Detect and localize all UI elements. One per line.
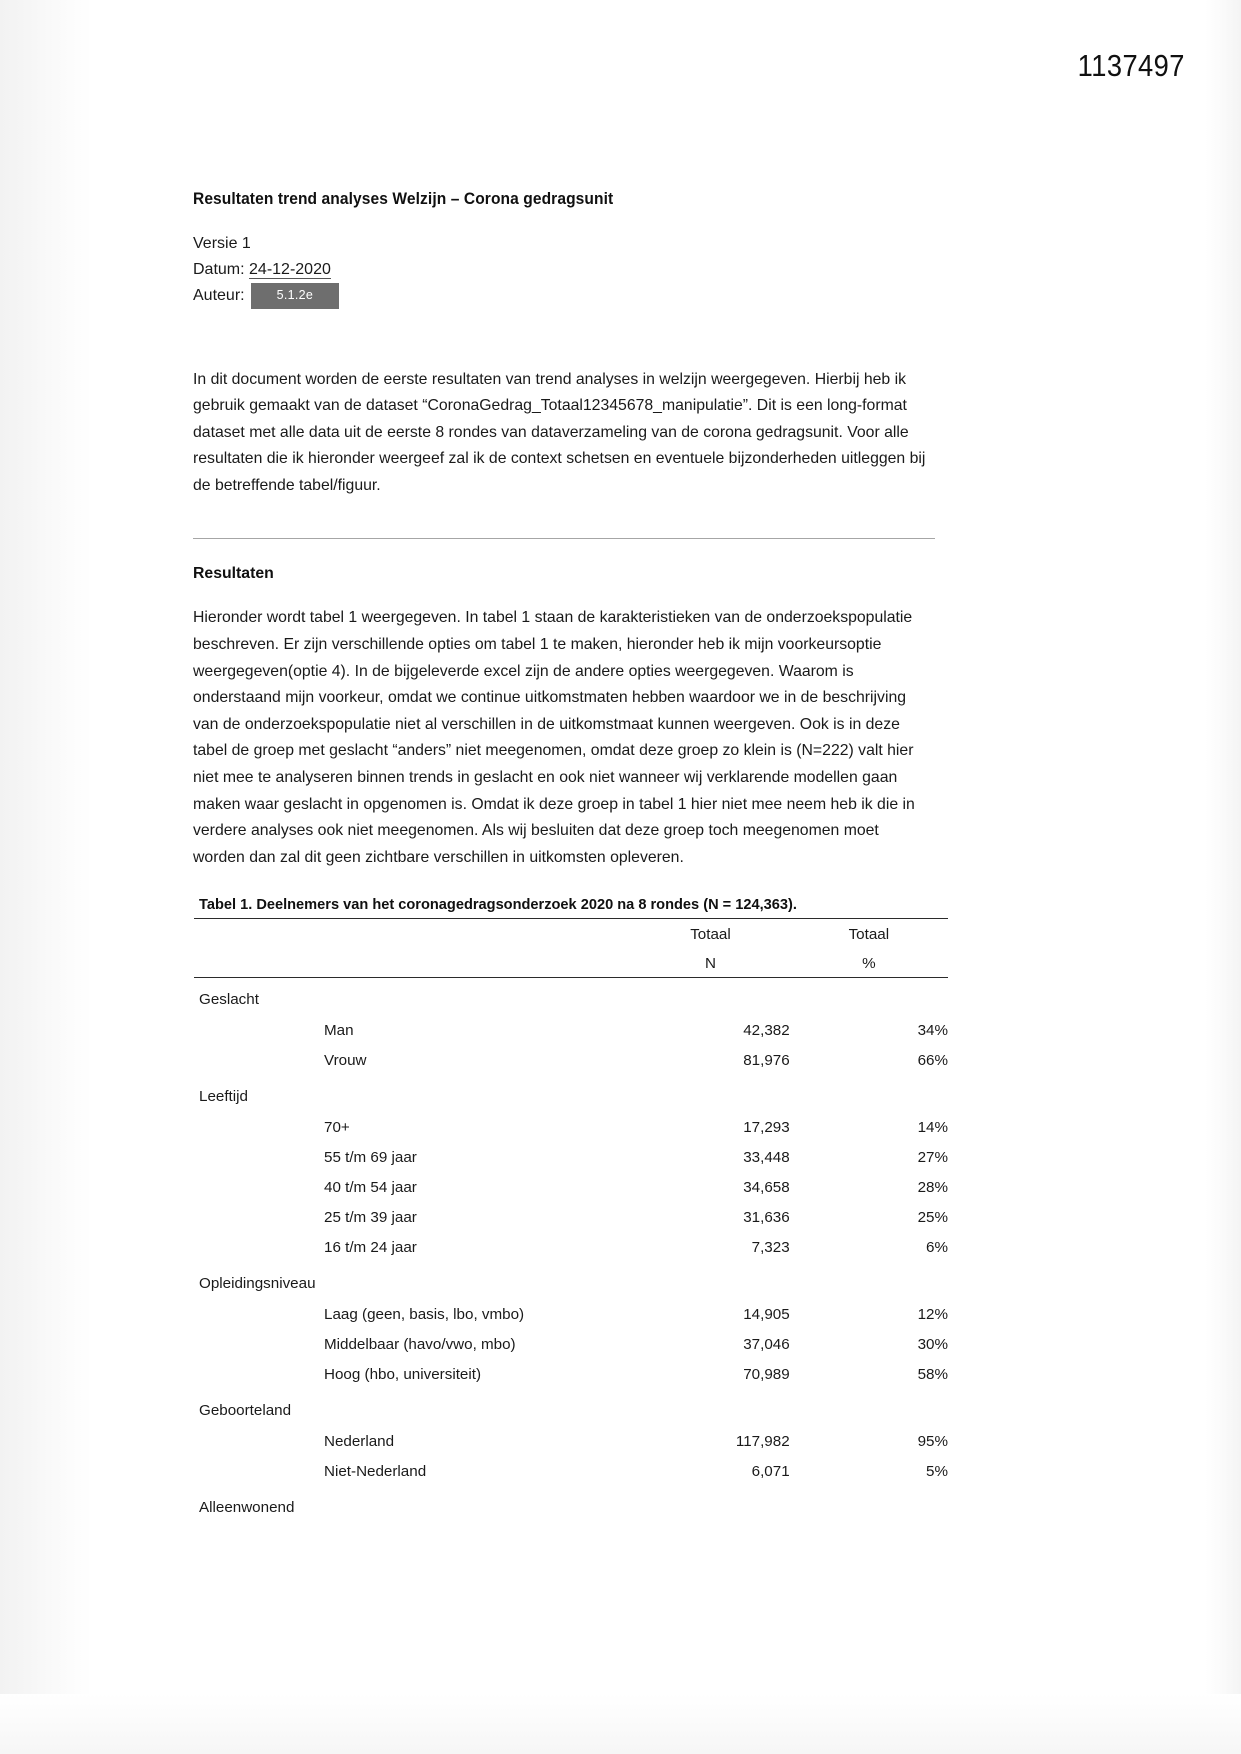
table-row: [194, 1299, 948, 1329]
author-line: [193, 283, 935, 309]
row-count-n: 7,323: [751, 1238, 790, 1256]
scan-edge-right: [1205, 0, 1241, 1754]
table-1-wrapper: [194, 897, 948, 1523]
row-count-n: [631, 978, 789, 1016]
author-label: Auteur:: [193, 287, 245, 304]
group-label: Opleidingsniveau: [199, 1275, 316, 1293]
row-label: Hoog (hbo, universiteit): [324, 1365, 482, 1383]
row-percent: 30%: [917, 1335, 948, 1353]
table-group-row: [194, 1075, 948, 1112]
row-label: Man: [324, 1021, 354, 1039]
table-row: [194, 1172, 948, 1202]
row-count-n: [631, 1075, 789, 1112]
group-label: Geboorteland: [199, 1402, 292, 1420]
row-count-n: 42,382: [743, 1021, 790, 1039]
table-group-row: [194, 1262, 948, 1299]
group-label: Leeftijd: [199, 1088, 248, 1106]
scan-edge-left: [0, 0, 92, 1754]
date-line: [193, 257, 935, 283]
table-group-row: [194, 1486, 948, 1523]
row-label: 16 t/m 24 jaar: [324, 1238, 417, 1256]
row-label: 55 t/m 69 jaar: [324, 1148, 417, 1166]
row-label: Vrouw: [324, 1051, 367, 1069]
table-body: [194, 978, 948, 1524]
row-percent: [790, 1389, 948, 1426]
row-label: 40 t/m 54 jaar: [324, 1178, 417, 1196]
row-label: Niet-Nederland: [324, 1462, 427, 1480]
row-percent: [790, 978, 948, 1016]
table-row: [194, 1426, 948, 1456]
document-number: 1137497: [1077, 48, 1185, 83]
table-1-caption: Tabel 1. Deelnemers van het coronagedragsonderzoek 2020 na 8 rondes (N = 124,363).: [194, 897, 948, 919]
table-row: [194, 1359, 948, 1389]
date-label: Datum:: [193, 260, 245, 278]
table-row: [194, 1112, 948, 1142]
row-label: 25 t/m 39 jaar: [324, 1208, 417, 1226]
row-percent: [790, 1486, 948, 1523]
table-row: [194, 1015, 948, 1045]
table-group-row: [194, 1389, 948, 1426]
group-label: Alleenwonend: [199, 1499, 295, 1517]
row-percent: 5%: [926, 1462, 948, 1480]
version-value: Versie 1: [193, 235, 251, 252]
row-percent: [790, 1075, 948, 1112]
table-row: [194, 1456, 948, 1486]
document-metadata: [193, 231, 935, 309]
row-label: Middelbaar (havo/vwo, mbo): [324, 1335, 516, 1353]
author-redaction-box: 5.1.2e: [251, 283, 340, 309]
header-n-sub: N: [705, 954, 716, 972]
row-percent: 25%: [917, 1208, 948, 1226]
row-percent: 95%: [917, 1432, 948, 1450]
row-percent: 28%: [917, 1178, 948, 1196]
version-line: [193, 231, 935, 257]
table-header-row-sub: [194, 949, 948, 977]
row-count-n: 17,293: [743, 1118, 790, 1136]
row-count-n: 14,905: [743, 1305, 790, 1323]
header-totaal-pct-top: Totaal: [848, 925, 890, 943]
row-count-n: [631, 1486, 789, 1523]
row-count-n: 70,989: [743, 1365, 790, 1383]
document-title: Resultaten trend analyses Welzijn – Corona gedragsunit: [193, 190, 614, 208]
row-percent: 58%: [917, 1365, 948, 1383]
scan-edge-bottom: [0, 1694, 1241, 1754]
row-percent: 14%: [917, 1118, 948, 1136]
row-label: 70+: [324, 1118, 350, 1136]
row-count-n: [631, 1262, 789, 1299]
row-count-n: 6,071: [751, 1462, 790, 1480]
row-count-n: 81,976: [743, 1051, 790, 1069]
row-percent: 66%: [917, 1051, 948, 1069]
table-row: [194, 1329, 948, 1359]
header-label-blank: [194, 919, 631, 949]
table-row: [194, 1142, 948, 1172]
group-label: Geslacht: [199, 991, 259, 1009]
results-heading: Resultaten: [193, 565, 274, 583]
table-row: [194, 1045, 948, 1075]
row-percent: 12%: [917, 1305, 948, 1323]
row-count-n: 34,658: [743, 1178, 790, 1196]
intro-paragraph: In dit document worden de eerste resultaten van trend analyses in welzijn weergegeven. Hierbij heb ik gebruik gemaakt van de dataset “CoronaGedrag_Totaal12345678_manipulatie”. Dit is een long-format dataset met alle data uit de eerste 8 rondes van dataverzameling van de corona gedragsunit. Voor alle resultaten die ik hieronder weergeef zal ik de context schetsen en eventuele bijzonderheden uitleggen bij de betreffende tabel/figuur.: [193, 370, 926, 494]
results-paragraph: Hieronder wordt tabel 1 weergegeven. In tabel 1 staan de karakteristieken van de onderzoekspopulatie beschreven. Er zijn verschillende opties om tabel 1 te maken, hieronder heb ik mijn voorkeursoptie weergegeven(optie 4). In de bijgeleverde excel zijn de andere opties weergegeven. Waarom is onderstaand mijn voorkeur, omdat we continue uitkomstmaten hebben waardoor we in de beschrijving van de onderzoekspopulatie niet al verschillen in de uitkomstmaat kunnen weergeven. Ook is in deze tabel de groep met geslacht “anders” niet meegenomen, omdat deze groep zo klein is (N=222) valt hier niet mee te analyseren binnen trends in geslacht en ook niet wanneer wij verklarende modellen gaan maken waar geslacht in opgenomen is. Omdat ik deze groep in tabel 1 hier niet mee neem heb ik die in verdere analyses ook niet meegenomen. Als wij besluiten dat deze groep toch meegenomen moet worden dan zal dit geen zichtbare verschillen in uitkomsten opleveren.: [193, 609, 915, 866]
date-value: 24-12-2020: [249, 260, 331, 278]
header-sub-blank: [194, 949, 631, 977]
row-label: Laag (geen, basis, lbo, vmbo): [324, 1305, 525, 1323]
row-count-n: 117,982: [735, 1432, 790, 1450]
row-percent: 34%: [917, 1021, 948, 1039]
document-content: [193, 190, 948, 1523]
row-count-n: 31,636: [743, 1208, 790, 1226]
row-percent: [790, 1262, 948, 1299]
section-divider: [193, 538, 935, 539]
table-group-row: [194, 978, 948, 1016]
header-pct-sub: %: [862, 954, 876, 972]
row-count-n: 37,046: [743, 1335, 790, 1353]
row-label: Nederland: [324, 1432, 395, 1450]
table-1: [194, 919, 948, 1523]
row-count-n: [631, 1389, 789, 1426]
row-percent: 6%: [926, 1238, 948, 1256]
header-totaal-n-top: Totaal: [690, 925, 731, 943]
table-row: [194, 1232, 948, 1262]
row-percent: 27%: [917, 1148, 948, 1166]
table-header-row-top: [194, 919, 948, 949]
table-row: [194, 1202, 948, 1232]
row-count-n: 33,448: [743, 1148, 790, 1166]
table-header: [194, 919, 948, 978]
